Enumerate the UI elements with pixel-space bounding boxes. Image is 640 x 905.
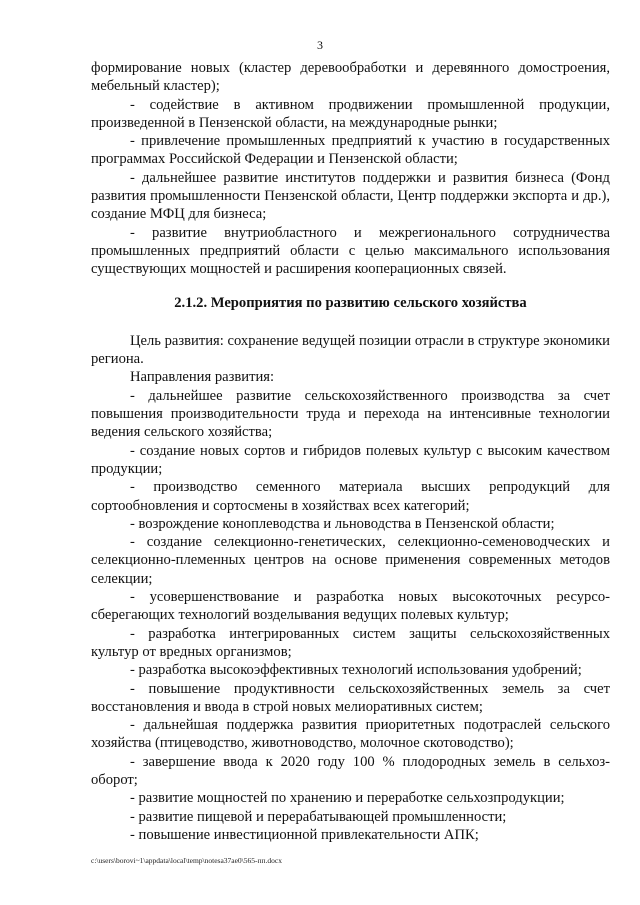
paragraph: - содействие в активном продвижении промышленной продукции, произведенной в Пензенской области, на международные рынки; <box>91 96 610 131</box>
section-heading: 2.1.2. Мероприятия по развитию сельского хозяйства <box>174 294 527 311</box>
paragraph: - дальнейшее развитие институтов поддержки и развития бизнеса (Фонд развития промышленности Пензенской области, Центр поддержки экспорта и др.), создание МФЦ для бизнеса; <box>91 169 610 223</box>
list-item: - создание селекционно-генетических, селекционно-семеноводческих и селекционно-племенных центров на основе применения современных методов селекции; <box>91 534 610 587</box>
list-item: - дальнейшая поддержка развития приоритетных подотраслей сельского хозяйства (птицеводство, животноводство, молочное скотоводство); <box>91 717 610 752</box>
list-item: - возрождение коноплеводства и льноводства в Пензенской области; <box>130 515 555 532</box>
list-item: - развитие мощностей по хранению и переработке сельхозпродукции; <box>130 790 565 807</box>
list-item: - производство семенного материала высших репродукций для сортообновления и сортосмены в хозяйствах всех категорий; <box>91 479 610 514</box>
document-body <box>91 59 610 844</box>
list-item: - дальнейшее развитие сельскохозяйственного производства за счет повышения производительности труда и перехода на интенсивные технологии ведения сельского хозяйства; <box>91 387 610 441</box>
paragraph: - развитие внутриобластного и межрегионального сотрудничества промышленных предприятий области с целью максимального использования существующих мощностей и расширения кооперационных связей. <box>91 224 610 278</box>
paragraph: - привлечение промышленных предприятий к участию в государственных программах Российской Федерации и Пензенской области; <box>91 133 610 168</box>
list-item: - повышение продуктивности сельскохозяйственных земель за счет восстановления и ввода в строй новых мелиоративных систем; <box>91 680 610 715</box>
paragraph: формирование новых (кластер деревообработки и деревянного домостроения, мебельный кластер); <box>91 60 610 95</box>
list-item: - завершение ввода к 2020 году 100 % плодородных земель в сельхоз-оборот; <box>91 753 610 788</box>
footer-file-path: c:\users\borovi~1\appdata\local\temp\notesa37ae0\565-пп.docx <box>91 856 282 865</box>
list-item: - создание новых сортов и гибридов полевых культур с высоким качеством продукции; <box>91 442 610 477</box>
paragraph: Цель развития: сохранение ведущей позиции отрасли в структуре экономики региона. <box>91 332 610 368</box>
list-item: - повышение инвестиционной привлекательности АПК; <box>130 826 479 843</box>
list-item: - разработка интегрированных систем защиты сельскохозяйственных культур от вредных организмов; <box>91 625 610 660</box>
paragraph: Направления развития: <box>130 369 275 386</box>
list-item: - развитие пищевой и перерабатывающей промышленности; <box>130 808 507 825</box>
page-number: 3 <box>317 38 323 52</box>
list-item: - разработка высокоэффективных технологий использования удобрений; <box>130 662 582 679</box>
list-item: - усовершенствование и разработка новых высокоточных ресурсо-сберегающих технологий возделывания ведущих полевых культур; <box>91 589 610 624</box>
